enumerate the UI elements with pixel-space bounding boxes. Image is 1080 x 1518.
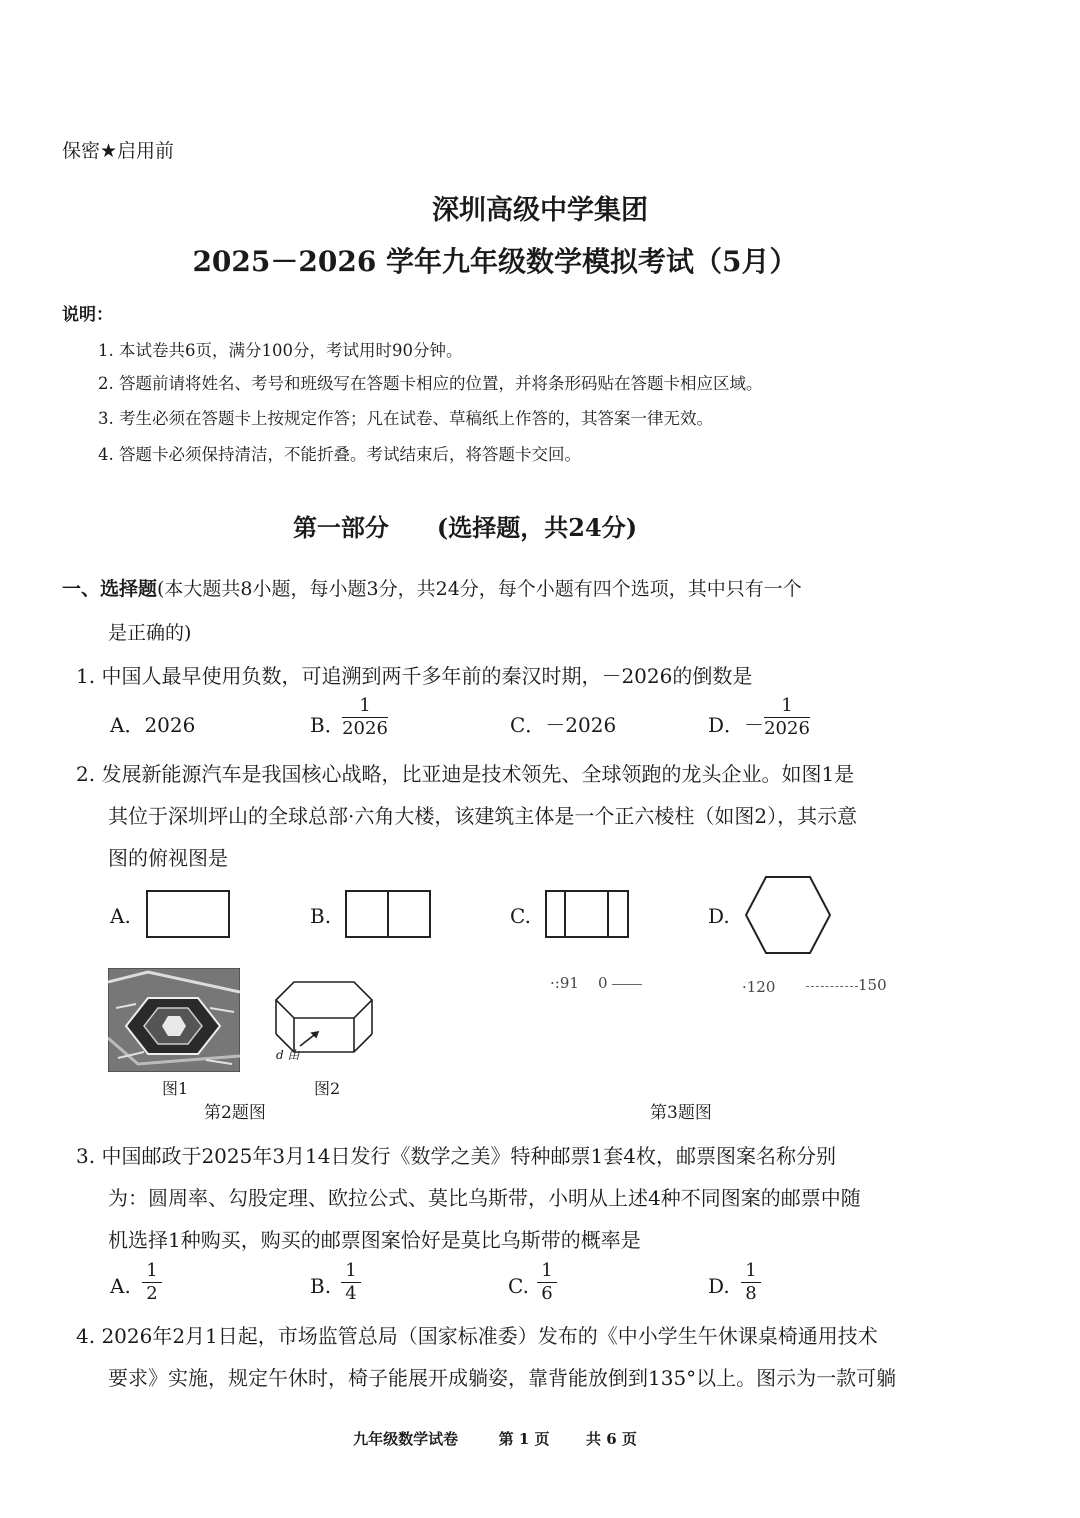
fraction-numerator: 1 [146, 1260, 158, 1281]
q3-option-c-label: C. [508, 1274, 529, 1298]
q2-option-a-label: A. [110, 904, 131, 928]
q2-fig1-building-photo [108, 968, 240, 1072]
page-footer [0, 1428, 990, 1449]
q1-option-c: C．－2026 [510, 713, 617, 737]
section-header [62, 574, 802, 601]
fraction-denominator: 4 [345, 1283, 357, 1304]
q3-fig-fragment: ·:91 [550, 974, 579, 992]
q3-fig-line [612, 984, 642, 985]
q2-fig2-label: d 由 [276, 1048, 300, 1062]
fraction-numerator: 1 [781, 695, 793, 716]
q1-option-a: A．2026 [110, 713, 196, 737]
fraction-numerator: 1 [359, 695, 371, 716]
q3-option-a-fraction [142, 1262, 162, 1303]
fraction-denominator: 2 [146, 1283, 158, 1304]
q3-figure-caption: 第3题图 [650, 1103, 712, 1123]
fraction-numerator: 1 [541, 1260, 553, 1281]
note-item: 4. 答题卡必须保持清洁，不能折叠。考试结束后，将答题卡交回。 [98, 445, 581, 464]
q2-fig1-caption: 图1 [162, 1079, 189, 1098]
q2-option-c-divider [607, 890, 609, 938]
fraction-numerator: 1 [745, 1260, 757, 1281]
q2-stem-line2: 其位于深圳坪山的全球总部·六角大楼，该建筑主体是一个正六棱柱（如图2），其示意 [108, 804, 858, 828]
q3-fig-line [806, 986, 858, 987]
q3-stem-line2: 为：圆周率、勾股定理、欧拉公式、莫比乌斯带，小明从上述4种不同图案的邮票中随 [108, 1186, 861, 1210]
q4-stem-line1: 4. 2026年2月1日起，市场监管总局（国家标准委）发布的《中小学生午休课桌椅通用技术 [76, 1324, 878, 1348]
part-title: 第一部分 (选择题，共24分) [292, 513, 638, 542]
q2-option-c-label: C. [510, 904, 531, 928]
q1-option-d-fraction [764, 697, 810, 738]
school-name: 深圳高级中学集团 [432, 195, 648, 226]
exam-title: 2025－2026 学年九年级数学模拟考试（5月） [192, 245, 798, 278]
section-desc: (本大题共8小题，每小题3分，共24分，每个小题有四个选项，其中只有一个 [157, 578, 802, 600]
q3-fig-fragment: 0 [598, 974, 608, 992]
q2-option-c-rectangle [545, 890, 629, 938]
q3-option-a-label: A. [110, 1274, 131, 1298]
note-item: 3. 考生必须在答题卡上按规定作答；凡在试卷、草稿纸上作答的，其答案一律无效。 [98, 409, 713, 428]
q3-fig-fragment: ·120 [742, 978, 776, 996]
fraction-denominator: 2026 [342, 718, 388, 739]
confidential-label: 保密★启用前 [62, 140, 175, 162]
note-item: 2. 答题前请将姓名、考号和班级写在答题卡相应的位置，并将条形码贴在答题卡相应区域。 [98, 374, 763, 393]
fraction-denominator: 8 [745, 1283, 757, 1304]
q2-option-c-divider [564, 890, 566, 938]
section-desc-cont: 是正确的) [108, 622, 192, 644]
q2-figure-caption: 第2题图 [204, 1103, 266, 1123]
q1-option-d-label: D．－ [708, 713, 765, 737]
q2-option-b-divider [387, 890, 389, 938]
footer-subject: 九年级数学试卷 [353, 1430, 459, 1448]
q1-stem: 1. 中国人最早使用负数，可追溯到两千多年前的秦汉时期，－2026的倒数是 [76, 664, 753, 688]
q2-fig2-caption: 图2 [314, 1079, 341, 1098]
footer-page-number: 第 1 页 [498, 1430, 550, 1448]
q2-stem-line3: 图的俯视图是 [108, 846, 228, 870]
q2-option-d-hexagon [744, 875, 832, 955]
q1-option-b-fraction [342, 697, 388, 738]
q4-stem-line2: 要求》实施，规定午休时，椅子能展开成躺姿，靠背能放倒到135°以上。图示为一款可躺 [108, 1366, 897, 1390]
q2-option-a-rectangle [146, 890, 230, 938]
q2-option-b-label: B. [310, 904, 332, 928]
q3-option-b-label: B. [310, 1274, 332, 1298]
q3-fig-fragment: 150 [858, 976, 887, 994]
q1-option-b-label: B． [310, 713, 345, 737]
fraction-denominator: 2026 [764, 718, 810, 739]
fraction-denominator: 6 [541, 1283, 553, 1304]
notes-heading: 说明： [62, 305, 113, 325]
section-label: 一、选择题 [62, 578, 158, 600]
q2-option-d-label: D. [708, 904, 730, 928]
q3-option-d-fraction [741, 1262, 761, 1303]
q3-option-d-label: D. [708, 1274, 730, 1298]
footer-total-pages: 共 6 页 [585, 1430, 637, 1448]
note-item: 1. 本试卷共6页，满分100分，考试用时90分钟。 [98, 341, 463, 360]
q3-stem-line3: 机选择1种购买，购买的邮票图案恰好是莫比乌斯带的概率是 [108, 1228, 641, 1252]
q2-stem-line1: 2. 发展新能源汽车是我国核心战略，比亚迪是技术领先、全球领跑的龙头企业。如图1是 [76, 762, 855, 786]
q3-option-c-fraction [537, 1262, 557, 1303]
fraction-numerator: 1 [345, 1260, 357, 1281]
q3-option-b-fraction [341, 1262, 361, 1303]
q3-stem-line1: 3. 中国邮政于2025年3月14日发行《数学之美》特种邮票1套4枚，邮票图案名称分别 [76, 1144, 836, 1168]
